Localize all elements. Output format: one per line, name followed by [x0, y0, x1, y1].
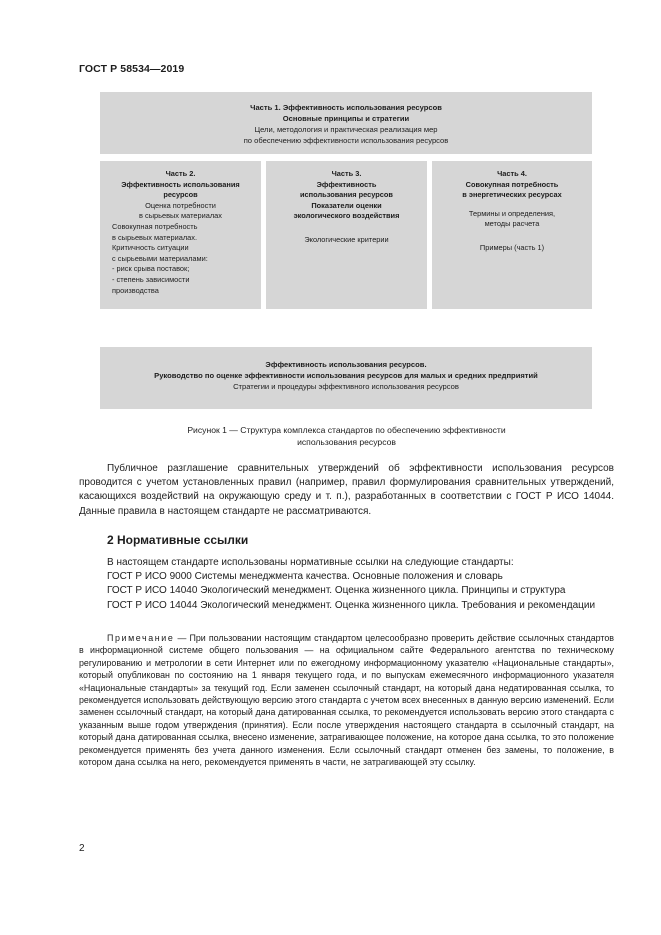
part3-sub-1: Показатели оценки: [311, 200, 382, 210]
page-number: 2: [79, 843, 85, 854]
part2-item: - риск срыва поставок;: [112, 264, 190, 274]
figure-caption-line: использования ресурсов: [297, 436, 396, 447]
part4-title-2: Совокупная потребность: [465, 179, 559, 189]
spacer: [266, 222, 427, 235]
part2-item: Совокупная потребность: [112, 221, 198, 231]
part3-title-2: Эффективность: [316, 179, 377, 189]
figure-box-part2: [100, 161, 261, 309]
part2-title-3: ресурсов: [163, 190, 198, 200]
part4-title-3: в энергетических ресурсах: [462, 190, 562, 200]
guide-line3: Стратегии и процедуры эффективного использования ресурсов: [233, 382, 459, 391]
part4-sub-2: методы расчета: [484, 219, 540, 229]
part2-item: - степень зависимости: [112, 274, 190, 284]
figure-caption: [79, 425, 614, 448]
figure-box-guide: [100, 347, 592, 409]
normative-references: [79, 556, 614, 613]
part4-item: Примеры (часть 1): [479, 242, 545, 252]
part2-title-2: Эффективность использования: [121, 179, 240, 189]
part4-title-1: Часть 4.: [497, 169, 527, 178]
part1-title: Часть 1. Эффективность использования ресурсов: [250, 103, 442, 112]
references-intro: В настоящем стандарте использованы нормативные ссылки на следующие стандарты:: [107, 557, 514, 568]
figure-box-part4: [432, 161, 592, 309]
document-header: ГОСТ Р 58534—2019: [79, 63, 185, 75]
part3-sub-2: экологического воздействия: [293, 211, 400, 221]
part1-line4: по обеспечению эффективности использования ресурсов: [243, 136, 449, 145]
spacer: [432, 230, 592, 243]
note-text: — При пользовании настоящим стандартом целесообразно проверить действие ссылочных стандартов в информационной системе общего пользования — на официальном сайте Федерального агентства по техническому регулированию и метрологии в сети Интернет или по ежегодному информационному указателю «Национальные стандарты», который опубликован по состоянию на 1 января текущего года, и по выпускам ежемесячного информационного указателя «Национальные стандарты» за текущий год. Если заменен ссылочный стандарт, на который дана недатированная ссылка, то рекомендуется использовать действующую версию этого стандарта с учетом всех внесенных в данную версию изменений. Если заменен ссылочный стандарт, на который дана датированная ссылка, то рекомендуется использовать версию этого стандарта с указанным выше годом утверждения (принятия). Если после утверждения настоящего стандарта в ссылочный стандарт, на который дана датированная ссылка, внесено изменение, затрагивающее положение, на которое дана ссылка, то это положение рекомендуется применять без учета данного изменения. Если ссылочный стандарт отменен без замены, то положение, в котором дана ссылка на него, рекомендуется применять в части, не затрагивающей эту ссылку.: [79, 633, 614, 768]
section-heading: 2 Нормативные ссылки: [107, 533, 249, 547]
note-paragraph: [79, 632, 614, 768]
part3-title-3: использования ресурсов: [300, 190, 393, 200]
part4-sub-1: Термины и определения,: [468, 208, 556, 218]
part2-title-1: Часть 2.: [165, 169, 196, 178]
part2-sub-2: в сырьевых материалах: [139, 211, 222, 221]
figure-box-part1: [100, 92, 592, 154]
part3-title-1: Часть 3.: [331, 169, 362, 178]
figure-box-part3: [266, 161, 427, 309]
guide-subtitle: Руководство по оценке эффективности использования ресурсов для малых и средних предприятий: [154, 371, 538, 380]
figure-caption-line: Рисунок 1 — Структура комплекса стандартов по обеспечению эффективности: [187, 425, 506, 435]
part2-item: производства: [112, 285, 159, 295]
part2-item: в сырьевых материалах.: [112, 232, 198, 242]
part2-sub-1: Оценка потребности: [145, 200, 216, 210]
note-block: [79, 632, 614, 768]
guide-title: Эффективность использования ресурсов.: [265, 360, 427, 369]
part2-item: с сырьевыми материалами:: [112, 253, 208, 263]
part1-subtitle: Основные принципы и стратегии: [282, 114, 410, 123]
part2-item: Критичность ситуации: [112, 243, 189, 253]
part1-line3: Цели, методология и практическая реализация мер: [254, 125, 438, 134]
reference-item: ГОСТ Р ИСО 9000 Системы менеджмента качества. Основные положения и словарь: [107, 571, 503, 583]
spacer: [432, 201, 592, 209]
paragraph-text: Публичное разглашение сравнительных утверждений об эффективности использования ресурсов проводится с учетом установленных правил (например, правил формулирования сравнительных утверждений, касающихся воздействий на окружающую среду и т. п.), разработанных в соответствии с ГОСТ Р ИСО 14044. Данные правила в настоящем стандарте не рассматриваются.: [79, 463, 614, 517]
reference-item: ГОСТ Р ИСО 14044 Экологический менеджмент. Оценка жизненного цикла. Требования и рекомендации: [107, 599, 596, 611]
note-label: Примечание: [107, 633, 175, 643]
reference-item: ГОСТ Р ИСО 14040 Экологический менеджмент. Оценка жизненного цикла. Принципы и структура: [107, 585, 566, 597]
part3-item: Экологические критерии: [304, 234, 389, 244]
paragraph-public-disclosure: [79, 462, 614, 519]
part2-items: [100, 222, 261, 296]
